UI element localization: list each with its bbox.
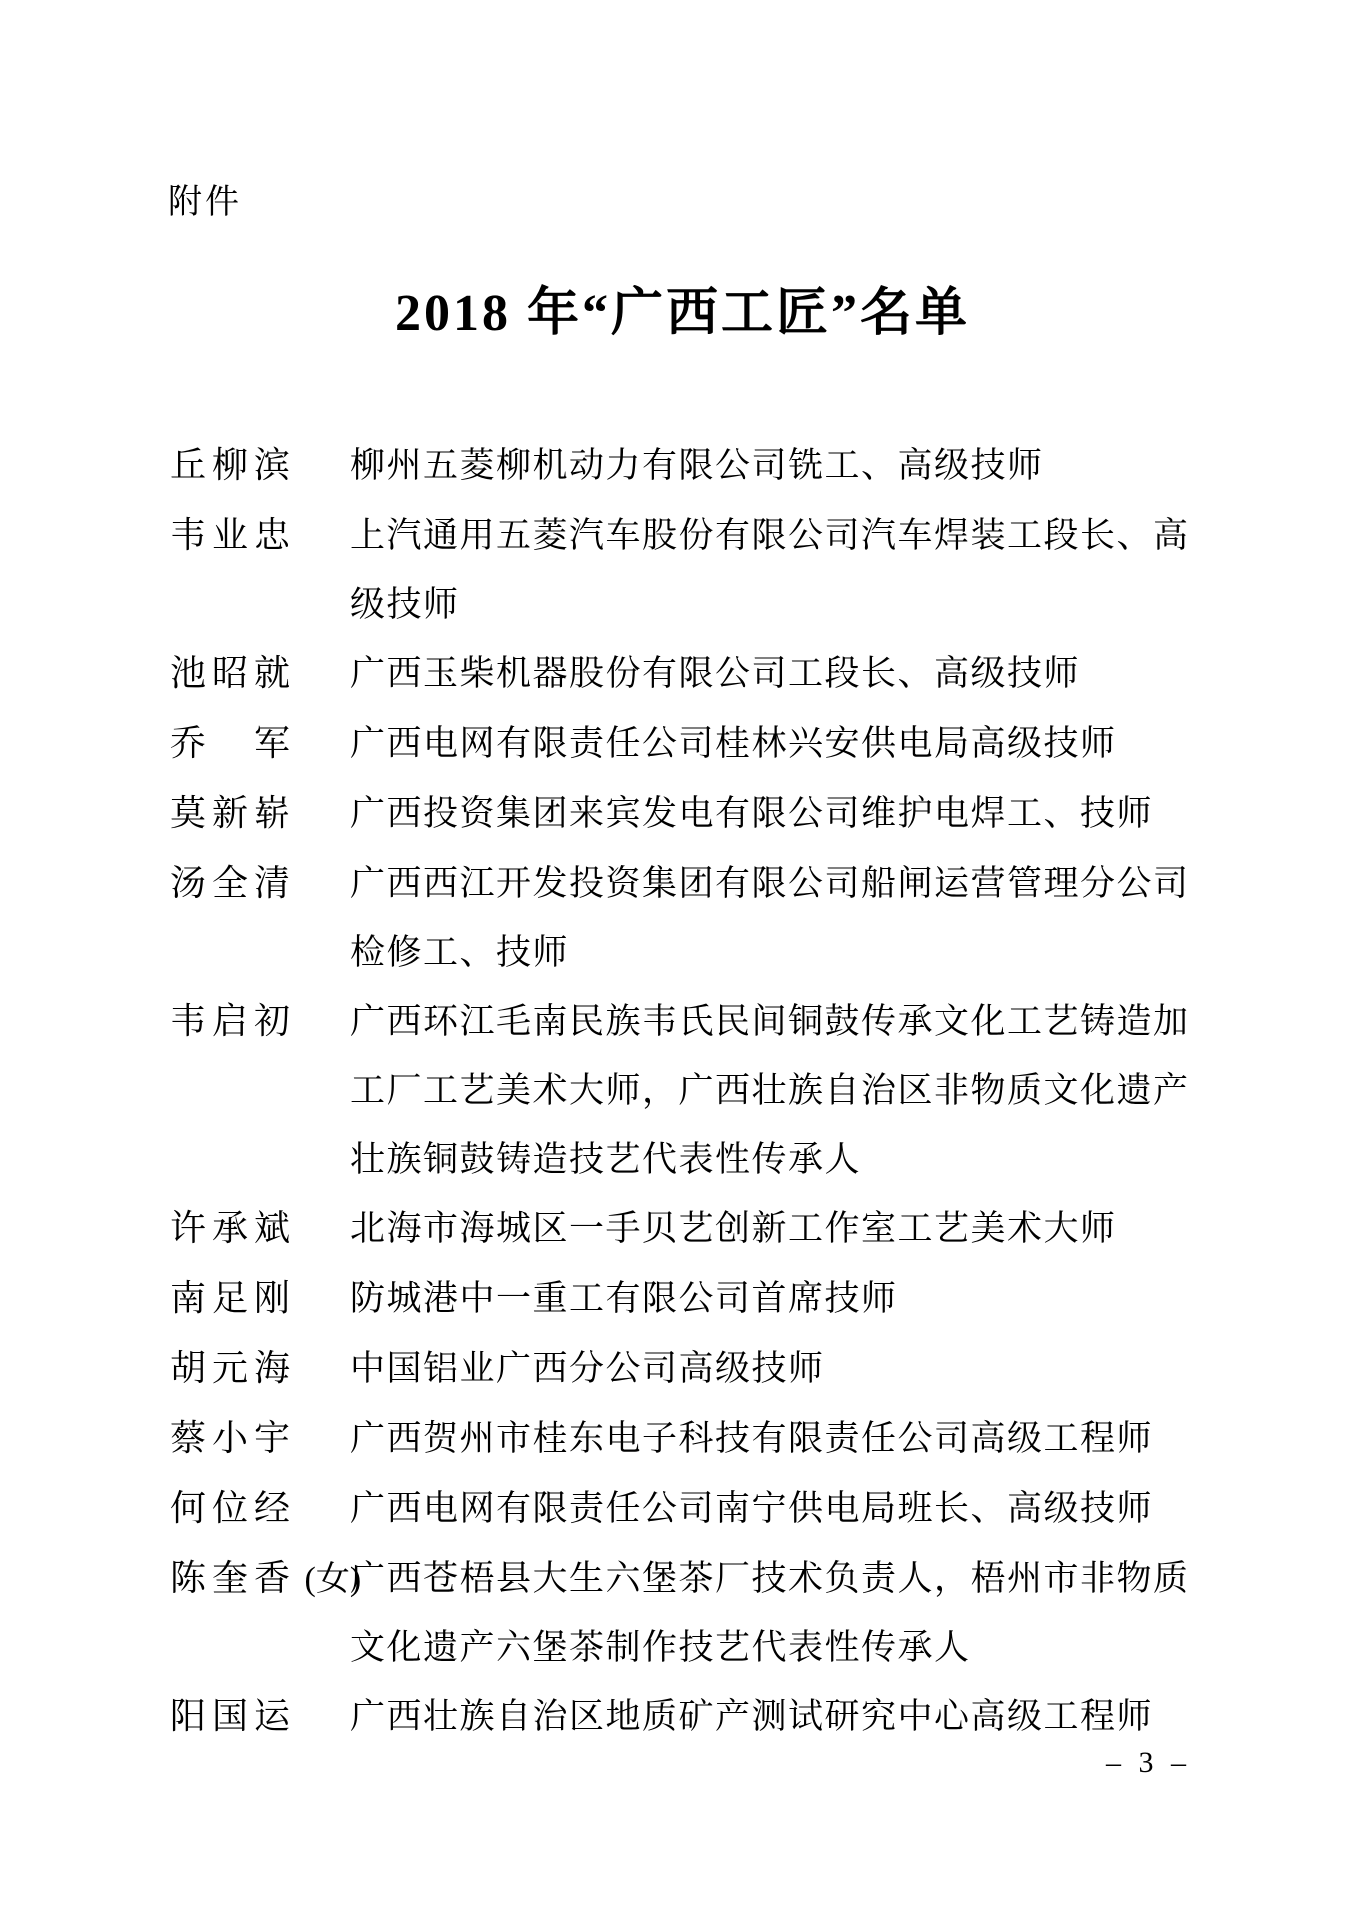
person-description <box>350 987 1232 1194</box>
list-item <box>170 1404 1232 1474</box>
person-name: 韦启初 <box>170 1001 297 1041</box>
page-title: 2018 年“广西工匠”名单 <box>394 285 970 342</box>
list-item <box>170 849 1232 987</box>
person-description-line: 广西环江毛南民族韦氏民间铜鼓传承文化工艺铸造加 <box>350 1002 1190 1041</box>
person-description <box>350 1544 1232 1682</box>
person-name-cell <box>170 709 350 779</box>
person-name: 莫新崭 <box>170 793 297 833</box>
person-description-line: 北海市海城区一手贝艺创新工作室工艺美术大师 <box>350 1209 1117 1248</box>
person-name: 何位经 <box>170 1488 297 1528</box>
attachment-label: 附件 <box>168 183 242 221</box>
list-item <box>170 1682 1232 1752</box>
person-name: 蔡小宇 <box>170 1418 297 1458</box>
person-description-line: 广西壮族自治区地质矿产测试研究中心高级工程师 <box>350 1697 1154 1736</box>
person-description <box>350 639 1232 708</box>
list-item <box>170 1474 1232 1544</box>
list-item <box>170 709 1232 779</box>
person-description-line: 检修工、技师 <box>350 933 570 972</box>
list-item <box>170 1194 1232 1264</box>
list-item <box>170 431 1232 501</box>
person-name-cell <box>170 501 350 571</box>
list-item <box>170 1264 1232 1334</box>
person-name-cell <box>170 1194 350 1264</box>
page-number: – 3 – <box>1106 1746 1191 1779</box>
person-description-line: 级技师 <box>350 585 460 624</box>
person-name-cell <box>170 1334 350 1404</box>
person-description <box>350 1474 1232 1543</box>
person-name-cell <box>170 431 350 501</box>
person-description <box>350 1194 1232 1263</box>
person-name: 韦业忠 <box>170 515 297 555</box>
person-name: 胡元海 <box>170 1348 297 1388</box>
person-description-line: 中国铝业广西分公司高级技师 <box>350 1349 825 1388</box>
person-name-cell <box>170 987 350 1057</box>
person-name-cell <box>170 639 350 709</box>
list-item <box>170 1334 1232 1404</box>
person-name-cell <box>170 849 350 919</box>
person-name: 许承斌 <box>170 1208 297 1248</box>
person-description <box>350 501 1232 639</box>
craftsman-list <box>170 431 1232 1752</box>
list-item <box>170 639 1232 709</box>
person-description <box>350 1334 1232 1403</box>
person-description <box>350 1264 1232 1333</box>
person-name: 阳国运 <box>170 1696 297 1736</box>
person-description <box>350 431 1232 500</box>
person-description-line: 广西苍梧县大生六堡茶厂技术负责人，梧州市非物质 <box>350 1559 1190 1598</box>
person-description-line: 广西电网有限责任公司桂林兴安供电局高级技师 <box>350 724 1117 763</box>
person-name-cell <box>170 779 350 849</box>
person-description-line: 广西西江开发投资集团有限公司船闸运营管理分公司 <box>350 864 1190 903</box>
person-description-line: 广西电网有限责任公司南宁供电局班长、高级技师 <box>350 1489 1154 1528</box>
person-description <box>350 779 1232 848</box>
person-description-line: 防城港中一重工有限公司首席技师 <box>350 1279 898 1318</box>
person-description-line: 文化遗产六堡茶制作技艺代表性传承人 <box>350 1628 971 1667</box>
person-name-cell <box>170 1264 350 1334</box>
person-description-line: 广西玉柴机器股份有限公司工段长、高级技师 <box>350 654 1081 693</box>
person-name: 丘柳滨 <box>170 445 297 485</box>
person-name: 陈奎香 <box>170 1558 297 1598</box>
list-item <box>170 779 1232 849</box>
gender-note: (女) <box>296 1561 362 1598</box>
person-description-line: 上汽通用五菱汽车股份有限公司汽车焊装工段长、高 <box>350 516 1190 555</box>
list-item <box>170 987 1232 1194</box>
person-description-line: 工厂工艺美术大师，广西壮族自治区非物质文化遗产 <box>350 1071 1190 1110</box>
person-name-cell <box>170 1474 350 1544</box>
person-name: 南足刚 <box>170 1278 297 1318</box>
person-name: 乔 军 <box>170 723 297 763</box>
person-description-line: 柳州五菱柳机动力有限公司铣工、高级技师 <box>350 446 1044 485</box>
person-name-cell <box>170 1544 362 1614</box>
person-description <box>350 1682 1232 1751</box>
list-item <box>170 1544 1232 1682</box>
list-item <box>170 501 1232 639</box>
person-description-line: 广西投资集团来宾发电有限公司维护电焊工、技师 <box>350 794 1154 833</box>
person-description <box>350 1404 1232 1473</box>
person-name: 汤全清 <box>170 863 297 903</box>
person-name: 池昭就 <box>170 653 297 693</box>
person-description <box>350 849 1232 987</box>
person-name-cell <box>170 1404 350 1474</box>
person-description <box>350 709 1232 778</box>
person-description-line: 壮族铜鼓铸造技艺代表性传承人 <box>350 1140 862 1179</box>
person-name-cell <box>170 1682 350 1752</box>
person-description-line: 广西贺州市桂东电子科技有限责任公司高级工程师 <box>350 1419 1154 1458</box>
